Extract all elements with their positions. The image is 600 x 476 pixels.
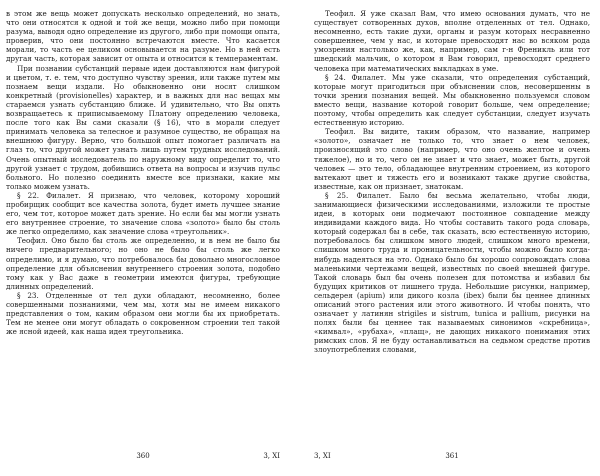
paragraph: Теофил. Оно было бы столь же определенно, и в нем не было бы ничего предварительного; но оно не было бы столь же легко определимо, и я думаю, что потребовалось бы довольно многословное определение для объяснения внутреннего строения золота, подобно тому как у Вас даже в геометрии имеются фигуры, требующие длинных определений. [6,236,280,291]
paragraph: Теофил. Вы видите, таким образом, что название, например «золото», означает не только то, что знает о нем человек, произносящий это слово (например, что оно очень желтое и очень тяжелое), но и то, чего он не знает и что знает, может быть, другой человек — это тело, обладающее внутренним строением, из которого вытекают цвет и тяжесть его и возникают также другие свойства, известные, как он признает, знатокам. [314,127,590,191]
right-page [308,0,596,476]
left-page [0,0,288,476]
left-text-column [6,9,280,336]
section-marker: 3, XI [314,452,331,460]
page-number: 361 [445,452,459,460]
paragraph: в этом же вещь может допускать несколько определений, но знать, что они относятся к одной и той же вещи, можно либо при помощи разума, выводя одно определение из другого, либо при помощи опыта, проверив, что они постоянно встречаются вместе. Что касается морали, то часть ее целиком основывается на разуме. Но в ней есть другая часть, которая зависит от опыта и относится к темпераментам. [6,9,280,64]
paragraph: § 22. Филалет. Я признаю, что человек, которому хороший пробирщик сообщит все качества золота, будет иметь лучшее знание его, чем тот, которое может дать зрение. Но если бы мы могли узнать его внутреннее строение, то значение слова «золото» было бы столь же легко определимо, как значение слова «треугольник». [6,190,280,237]
section-marker: 3, XI [263,452,280,460]
paragraph: При познании субстанций первые идеи доставляются нам фигурой и цветом, т. е. тем, что доступно чувству зрения, или также путем мы познаем вещи издали. Но обыкновенно они носят слишком конкретный (provisionelles) характер, и в важных для нас вещах мы стараемся узнать субстанцию ближе. И удивительно, что Вы опять возвращаетесь к приписываемому Платону определению человека, после того как Вы сами сказали (§ 16), что в морали следует принимать человека за телесное и разумное существо, не обращая на внешнюю фигуру. Верно, что большой опыт помогает различать на глаз то, что другой может узнать лишь путем трудных исследований. Очень опытный исследователь по наружному виду определит то, что другой узнает с трудом, добившись ответа на вопросы и изучив пульс больного. Но полезно соединять вместе все признаки, какие мы только можем узнать. [6,63,280,191]
paragraph: § 24. Филалет. Мы уже сказали, что определения субстанций, которые могут пригодиться при объяснении слов, несовершенны в точки зрения познания вещей. Мы обыкновенно пользуемся словом вместо вещи, название которой говорит больше, чем определение; поэтому, чтобы определить как следует субстанции, следует изучать естественную историю. [314,72,590,128]
paragraph: Теофил. Я уже сказал Вам, что имею основания думать, что не существует сотворенных духов, вполне отделенных от тел. Однако, несомненно, есть такие духи, органы и разум которых несравненно совершеннее, чем у нас, и которые превосходят нас во всяком рода умозрения настолько же, как, например, сам г-н Френикль или тот шведский мальчик, о котором я Вам говорил, превосходят среднего человека при математических выкладках в уме. [314,9,590,73]
right-text-column [314,9,590,355]
page-number: 360 [136,452,150,460]
paragraph: § 23. Отделенные от тел духи обладают, несомненно, более совершенными познаниями, чем мы, хотя мы не имеем никакого представления о том, каким образом они могли бы их приобретать. Тем не менее они могут обладать о сокровенном строении тел такой же ясной идеей, как наша идея треугольника. [6,290,280,337]
paragraph: § 25. Филалет. Было бы весьма желательно, чтобы люди, занимающиеся физическими исследованиями, изложили те простые идеи, в которых они подмечают постоянное совпадение между индивидами каждого вида. Но чтобы составить такого рода словарь, который содержал бы в себе, так сказать, всю естественную историю, потребовалось бы слишком много людей, слишком много времени, слишком много труда и проницательности, чтобы можно было когда-нибудь надеяться на это. Однако было бы хорошо сопровождать слова маленькими чертежами вещей, известных по своей внешней фигуре. Такой словарь был бы очень полезен для потомства и избавил бы будущих критиков от лишнего труда. Небольшие рисунки, например, сельдерея (apium) или дикого козла (ibex) были бы ценнее длинных описаний этого растения или этого животного. И чтобы понять, что означает у латинян strigiles и sistrum, tunica и pallium, рисунки на полях были бы ценнее так называемых синонимов «скребница», «кимвал», «рубаха», «плащ», не дающих никакого понимания этих римских слов. Я не буду останавливаться на седьмом средстве против злоупотребления словами, [314,190,590,355]
